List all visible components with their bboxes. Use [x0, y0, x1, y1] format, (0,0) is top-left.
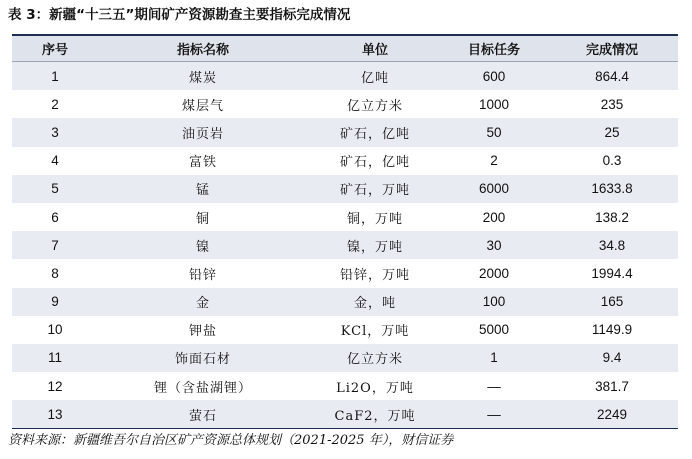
table-row	[12, 372, 678, 400]
cell-index: 10	[47, 322, 63, 338]
cell-index: 13	[47, 406, 63, 422]
table-row	[12, 288, 678, 316]
cell-unit: KCl，万吨	[340, 324, 410, 340]
cell-unit: 亿吨	[360, 70, 389, 86]
cell-indicator-name: 钾盐	[188, 324, 217, 340]
cell-target: 50	[486, 124, 502, 140]
cell-unit: 亿立方米	[346, 98, 403, 114]
cell-index: 11	[47, 350, 62, 366]
cell-indicator-name: 煤层气	[181, 98, 224, 114]
cell-unit: 矿石，亿吨	[339, 126, 410, 142]
cell-indicator-name: 锰	[195, 183, 210, 199]
cell-index: 3	[51, 124, 59, 140]
cell-completion: 381.7	[595, 378, 629, 394]
cell-target: 1000	[478, 96, 510, 112]
table-caption: 表 3：新疆“十三五”期间矿产资源勘查主要指标完成情况	[8, 7, 351, 23]
header-target: 目标任务	[467, 43, 520, 58]
cell-unit: 亿立方米	[346, 352, 403, 368]
cell-indicator-name: 铜	[195, 211, 210, 227]
header-index: 序号	[41, 43, 68, 58]
table-row	[12, 62, 678, 90]
cell-index: 4	[51, 153, 59, 169]
cell-index: 5	[51, 181, 59, 197]
cell-completion: 1633.8	[591, 181, 633, 197]
cell-indicator-name: 锂（含盐湖锂）	[153, 380, 252, 396]
cell-unit: 矿石，万吨	[339, 183, 410, 199]
cell-target: 2000	[478, 265, 510, 281]
cell-index: 9	[51, 294, 59, 310]
source-note: 资料来源：新疆维吾尔自治区矿产资源总体规划（2021-2025 年），财信证券	[8, 433, 454, 448]
cell-unit: 镍，万吨	[346, 239, 403, 255]
cell-target: 1	[490, 350, 498, 366]
cell-target: 2	[490, 153, 498, 169]
table-row	[12, 259, 678, 287]
cell-completion: 864.4	[595, 68, 629, 84]
cell-index: 6	[51, 209, 59, 225]
cell-unit: Li2O，万吨	[336, 380, 414, 396]
cell-indicator-name: 饰面石材	[174, 352, 231, 368]
cell-completion: 1994.4	[591, 265, 633, 281]
cell-completion: 0.3	[602, 153, 622, 169]
table-header-row	[12, 36, 678, 62]
cell-index: 1	[51, 68, 59, 84]
table-row	[12, 316, 678, 344]
cell-target: 30	[486, 237, 502, 253]
cell-unit: 铅锌，万吨	[339, 267, 410, 283]
cell-indicator-name: 金	[195, 296, 210, 312]
cell-indicator-name: 富铁	[188, 155, 217, 171]
cell-target: 600	[482, 68, 506, 84]
cell-indicator-name: 萤石	[188, 408, 217, 424]
table-row	[12, 175, 678, 203]
cell-index: 7	[51, 237, 59, 253]
table-row	[12, 147, 678, 175]
cell-target: 100	[482, 294, 506, 310]
cell-target: 200	[482, 209, 506, 225]
header-indicator-name: 指标名称	[176, 43, 229, 58]
cell-index: 8	[51, 265, 59, 281]
header-completion: 完成情况	[585, 43, 638, 58]
cell-target: 6000	[478, 181, 510, 197]
table-row	[12, 231, 678, 259]
cell-index: 12	[47, 378, 63, 394]
cell-indicator-name: 镍	[195, 239, 210, 255]
cell-indicator-name: 油页岩	[181, 126, 224, 142]
cell-completion: 1149.9	[591, 322, 633, 338]
cell-completion: 138.2	[595, 209, 629, 225]
cell-completion: 9.4	[602, 350, 622, 366]
cell-target: —	[487, 406, 501, 422]
indicators-table	[12, 34, 678, 429]
cell-completion: 25	[604, 124, 620, 140]
cell-target: —	[487, 378, 501, 394]
header-unit: 单位	[361, 43, 388, 58]
cell-unit: CaF2，万吨	[334, 408, 416, 424]
cell-completion: 165	[600, 294, 624, 310]
cell-completion: 235	[600, 96, 624, 112]
table-row	[12, 400, 678, 428]
cell-indicator-name: 铅锌	[188, 267, 217, 283]
table-row	[12, 203, 678, 231]
table-body	[12, 62, 678, 428]
cell-index: 2	[51, 96, 59, 112]
table-row	[12, 344, 678, 372]
cell-unit: 铜，万吨	[346, 211, 403, 227]
cell-completion: 34.8	[598, 237, 626, 253]
cell-unit: 金，吨	[353, 296, 396, 312]
table-row	[12, 118, 678, 146]
cell-unit: 矿石，亿吨	[339, 155, 410, 171]
cell-indicator-name: 煤炭	[188, 70, 217, 86]
cell-target: 5000	[478, 322, 510, 338]
table-row	[12, 90, 678, 118]
cell-completion: 2249	[596, 406, 628, 422]
